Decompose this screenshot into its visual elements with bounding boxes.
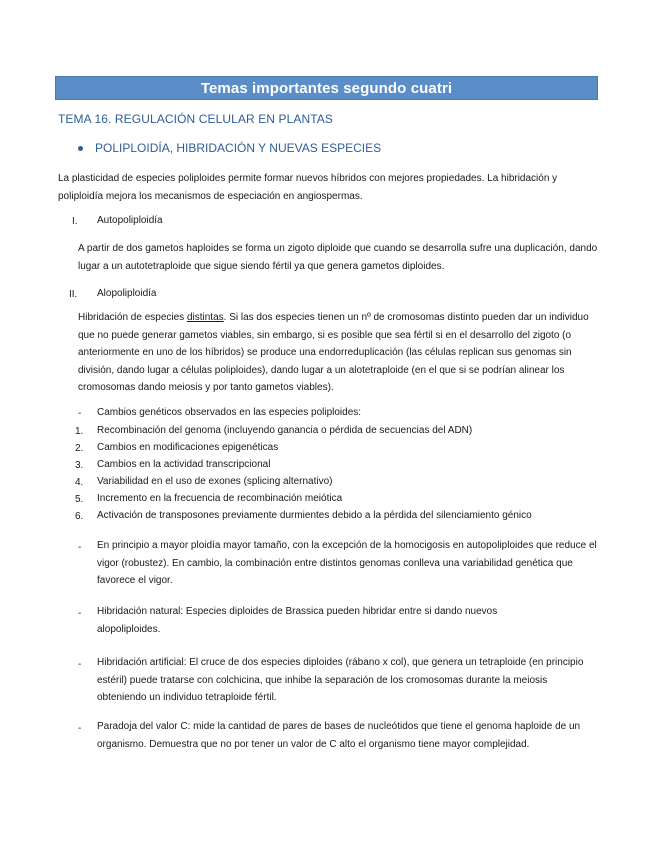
list-item: Variabilidad en el uso de exones (splicing alternativo) xyxy=(97,476,333,487)
bullet-paragraph: Hibridación artificial: El cruce de dos especies diploides (rábano x col), que genera un tetraploide (en principio estéril) puede tratarse con colchicina, que inhibe la separación de los cromosomas durante la meiosis obteniendo un individuo tetraploide fértil. xyxy=(97,657,584,703)
list-item: Recombinación del genoma (incluyendo ganancia o pérdida de secuencias del ADN) xyxy=(97,425,473,436)
list-marker: - xyxy=(78,659,82,670)
intro-paragraph: La plasticidad de especies poliploides permite formar nuevos híbridos con mejores propiedades. La hibridación y poliploidía mejora los mecanismos de especiación en angiospermas. xyxy=(58,173,558,202)
subsection-title: Alopoliploidía xyxy=(97,288,157,299)
list-marker: 6. xyxy=(75,511,84,522)
list-marker: 1. xyxy=(75,426,84,437)
section-heading xyxy=(78,141,381,155)
section-heading-text: POLIPLOIDÍA, HIBRIDACIÓN Y NUEVAS ESPECIES xyxy=(95,141,382,155)
bullet-paragraph: Hibridación natural: Especies diploides de Brassica pueden hibridar entre si dando nuevos alopoliploides. xyxy=(97,606,498,635)
bullet-dot-icon xyxy=(78,146,83,151)
subsection-title: Autopoliploidía xyxy=(97,215,163,226)
list-marker: - xyxy=(78,608,82,619)
list-item: Incremento en la frecuencia de recombinación meiótica xyxy=(97,493,343,504)
underlined-word: distintas xyxy=(186,312,224,323)
roman-numeral: II. xyxy=(69,289,78,300)
roman-numeral: I. xyxy=(72,216,78,227)
list-marker: 5. xyxy=(75,494,84,505)
bullet-paragraph: Paradoja del valor C: mide la cantidad de pares de bases de nucleótidos que tiene el genoma haploide de un organismo. Demuestra que no por tener un valor de C alto el organismo tiene mayor complejidad. xyxy=(97,721,581,750)
list-marker: - xyxy=(78,408,82,419)
body-text: Hibridación de especies xyxy=(78,312,187,323)
tema-heading: TEMA 16. REGULACIÓN CELULAR EN PLANTAS xyxy=(58,112,333,126)
subsection-body xyxy=(78,309,600,397)
list-marker: 2. xyxy=(75,443,84,454)
list-marker: - xyxy=(78,542,82,553)
list-marker: - xyxy=(78,723,82,734)
body-text: . Si las dos especies tienen un nº de cromosomas distinto pueden dar un individuo que no puede generar gametos viables, sin embargo, si es posible que sea fértil si en el desarrollo del zigoto (o anteriormente en uno de los híbridos) se produce una endorreduplicación (las células replican sus genomas sin división, dando lugar a células poliploides), dando lugar a un alotetraploide (en el que si se podrían alinear los cromosomas dando meiosis y por tanto gametos viables). xyxy=(78,312,589,393)
bullet-paragraph: En principio a mayor ploidía mayor tamaño, con la excepción de la homocigosis en autopoliploides que reduce el vigor (robustez). En cambio, la combinación entre distintos genomas conlleva una variabilidad genética que favorece el vigor. xyxy=(97,540,597,586)
list-marker: 3. xyxy=(75,460,84,471)
list-intro: Cambios genéticos observados en las especies poliploides: xyxy=(97,407,362,418)
list-marker: 4. xyxy=(75,477,84,488)
list-item: Cambios en modificaciones epigenéticas xyxy=(97,442,279,453)
subsection-body: A partir de dos gametos haploides se forma un zigoto diploide que cuando se desarrolla sufre una duplicación, dando lugar a un autotetraploide que sigue siendo fértil ya que genera gametos diploides. xyxy=(78,243,598,272)
list-item: Cambios en la actividad transcripcional xyxy=(97,459,271,470)
list-item: Activación de transposones previamente durmientes debido a la pérdida del silenciamiento génico xyxy=(97,510,532,521)
title-banner xyxy=(55,76,598,100)
banner-title: Temas importantes segundo cuatri xyxy=(200,79,453,97)
